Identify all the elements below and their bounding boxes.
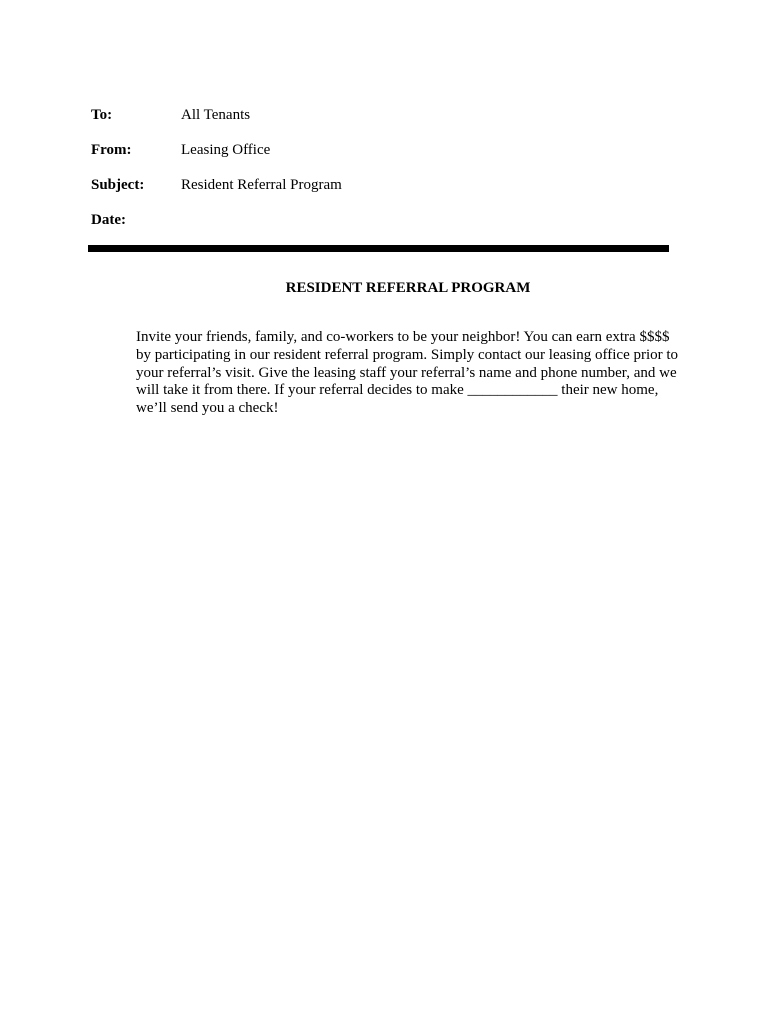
body-paragraph: Invite your friends, family, and co-workers to be your neighbor! You can earn extra $$$$ by participating in our resident referral program. Simply contact our leasing office prior to your referral’s visit. Give the leasing staff your referral’s name and phone number, and we will take it from there. If your referral decides to make ____________ their new home, we’ll send you a check! <box>136 329 679 417</box>
from-label: From: <box>91 142 132 158</box>
subject-value: Resident Referral Program <box>181 177 342 193</box>
header-divider <box>88 245 669 252</box>
subject-label: Subject: <box>91 177 145 193</box>
to-label: To: <box>91 107 113 123</box>
document-title: RESIDENT REFERRAL PROGRAM <box>285 280 531 296</box>
to-value: All Tenants <box>181 107 251 123</box>
date-label: Date: <box>91 212 126 228</box>
from-value: Leasing Office <box>181 142 271 158</box>
